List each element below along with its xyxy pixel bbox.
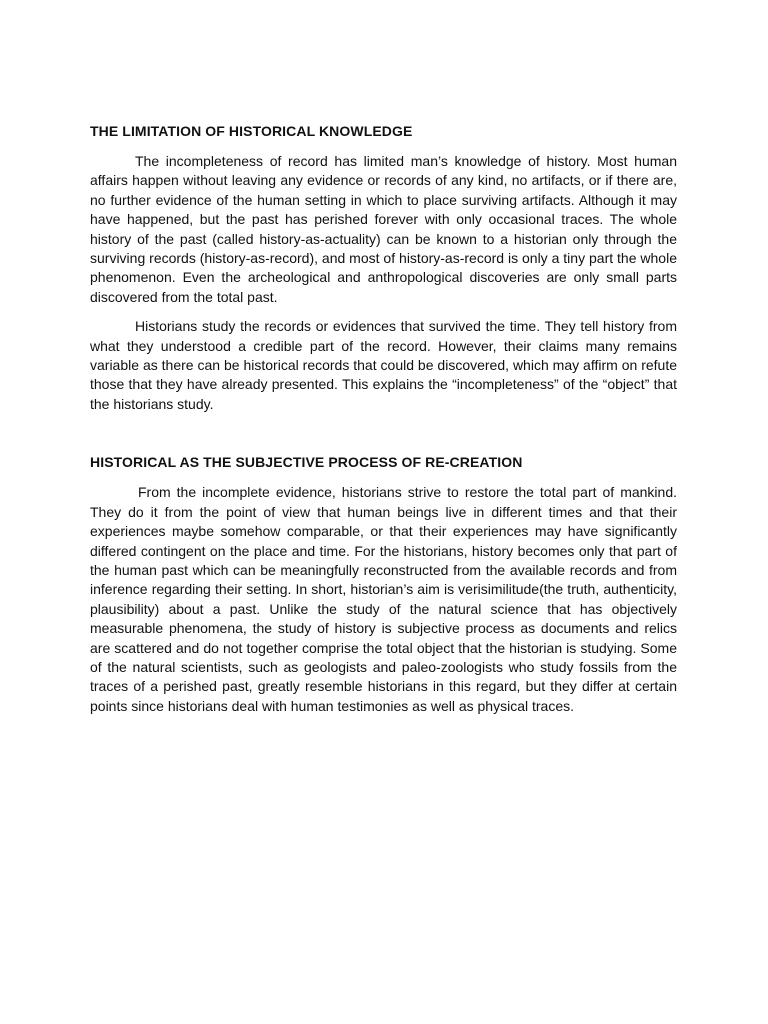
body-paragraph: Historians study the records or evidences that survived the time. They tell history from what they understood a credible part of the record. However, their claims many remains variable as there can be historical records that could be discovered, which may affirm on refute those that they have already presented. This explains the “incompleteness” of the “object” that the historians study.	[90, 318, 677, 412]
section-heading: HISTORICAL AS THE SUBJECTIVE PROCESS OF RE-CREATION	[90, 454, 523, 471]
body-paragraph: The incompleteness of record has limited man’s knowledge of history. Most human affairs happen without leaving any evidence or records of any kind, no artifacts, or if there are, no further evidence of the human setting in which to place surviving artifacts. Although it may have happened, but the past has perished forever with only occasional traces. The whole history of the past (called history-as-actuality) can be known to a historian only through the surviving records (history-as-record), and most of history-as-record is only a tiny part the whole phenomenon. Even the archeological and anthropological discoveries are only small parts discovered from the total past.	[90, 153, 677, 305]
body-paragraph: From the incomplete evidence, historians strive to restore the total part of mankind. They do it from the point of view that human beings live in different times and that their experiences maybe somehow comparable, or that their experiences may have significantly differed contingent on the place and time. For the historians, history becomes only that part of the human past which can be meaningfully reconstructed from the available records and from inference regarding their setting. In short, historian’s aim is verisimilitude(the truth, authenticity, plausibility) about a past. Unlike the study of the natural science that has objectively measurable phenomena, the study of history is subjective process as documents and relics are scattered and do not together comprise the total object that the historian is studying. Some of the natural scientists, such as geologists and paleo-zoologists who study fossils from the traces of a perished past, greatly resemble historians in this regard, but they differ at certain points since historians deal with human testimonies as well as physical traces.	[90, 484, 677, 714]
section-subjective-process-of-re-creation	[90, 414, 677, 716]
section-heading: THE LIMITATION OF HISTORICAL KNOWLEDGE	[90, 123, 413, 139]
section-limitation-of-historical-knowledge	[90, 0, 677, 414]
